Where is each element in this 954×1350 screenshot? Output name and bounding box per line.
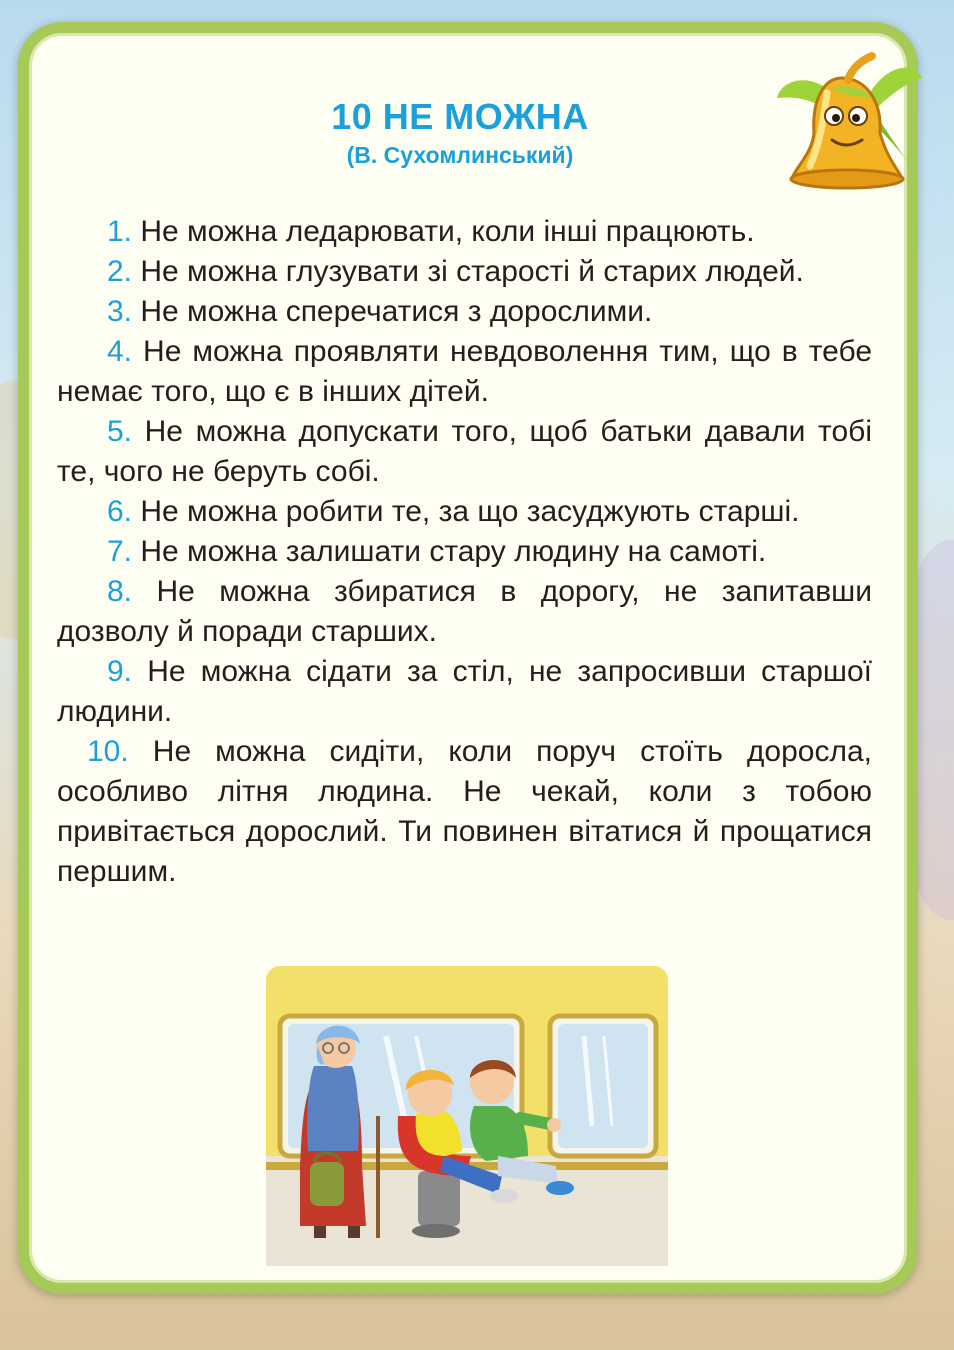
rule-item bbox=[57, 732, 872, 892]
rule-number: 4. bbox=[107, 335, 133, 368]
page-author: (В. Сухомлинський) bbox=[346, 142, 574, 168]
rule-number: 6. bbox=[107, 495, 133, 528]
rule-text: Не можна сидіти, коли поруч стоїть доросла, особливо літня людина. Не чекай, коли з тобою привітається дорослий. Ти повинен вітатися й прощатися першим. bbox=[57, 735, 872, 888]
rule-item bbox=[57, 412, 872, 492]
rule-text: Не можна допускати того, щоб батьки давали тобі те, чого не беруть собі. bbox=[57, 415, 872, 488]
rule-text: Не можна сперечатися з дорослими. bbox=[140, 295, 653, 328]
rule-text: Не можна ледарювати, коли інші працюють. bbox=[140, 215, 755, 248]
rule-text: Не можна глузувати зі старості й старих людей. bbox=[140, 255, 804, 288]
rule-item bbox=[57, 292, 872, 332]
rules-list bbox=[57, 212, 872, 892]
bus-scene-illustration bbox=[266, 966, 668, 1266]
rule-item bbox=[57, 532, 872, 572]
rule-item bbox=[57, 572, 872, 652]
rule-number: 2. bbox=[107, 255, 133, 288]
rule-text: Не можна збиратися в дорогу, не запитавши дозволу й поради старших. bbox=[57, 575, 873, 648]
rule-item bbox=[57, 252, 872, 292]
rule-number: 5. bbox=[107, 415, 133, 448]
rule-text: Не можна робити те, за що засуджують старші. bbox=[140, 495, 800, 528]
rule-number: 9. bbox=[107, 655, 133, 688]
rule-number: 10. bbox=[87, 735, 129, 768]
rule-number: 3. bbox=[107, 295, 133, 328]
rule-text: Не можна залишати стару людину на самоті. bbox=[140, 535, 767, 568]
page-title: 10 НЕ МОЖНА bbox=[331, 96, 589, 137]
rule-item bbox=[57, 332, 872, 412]
rule-number: 7. bbox=[107, 535, 133, 568]
rule-number: 8. bbox=[107, 575, 133, 608]
rule-number: 1. bbox=[107, 215, 133, 248]
rule-item bbox=[57, 492, 872, 532]
bell-icon bbox=[772, 38, 922, 193]
rule-text: Не можна сідати за стіл, не запросивши старшої людини. bbox=[57, 655, 872, 728]
rule-item bbox=[57, 652, 872, 732]
rule-item bbox=[57, 212, 872, 252]
rule-text: Не можна проявляти невдоволення тим, що в тебе немає того, що є в інших дітей. bbox=[57, 335, 872, 408]
